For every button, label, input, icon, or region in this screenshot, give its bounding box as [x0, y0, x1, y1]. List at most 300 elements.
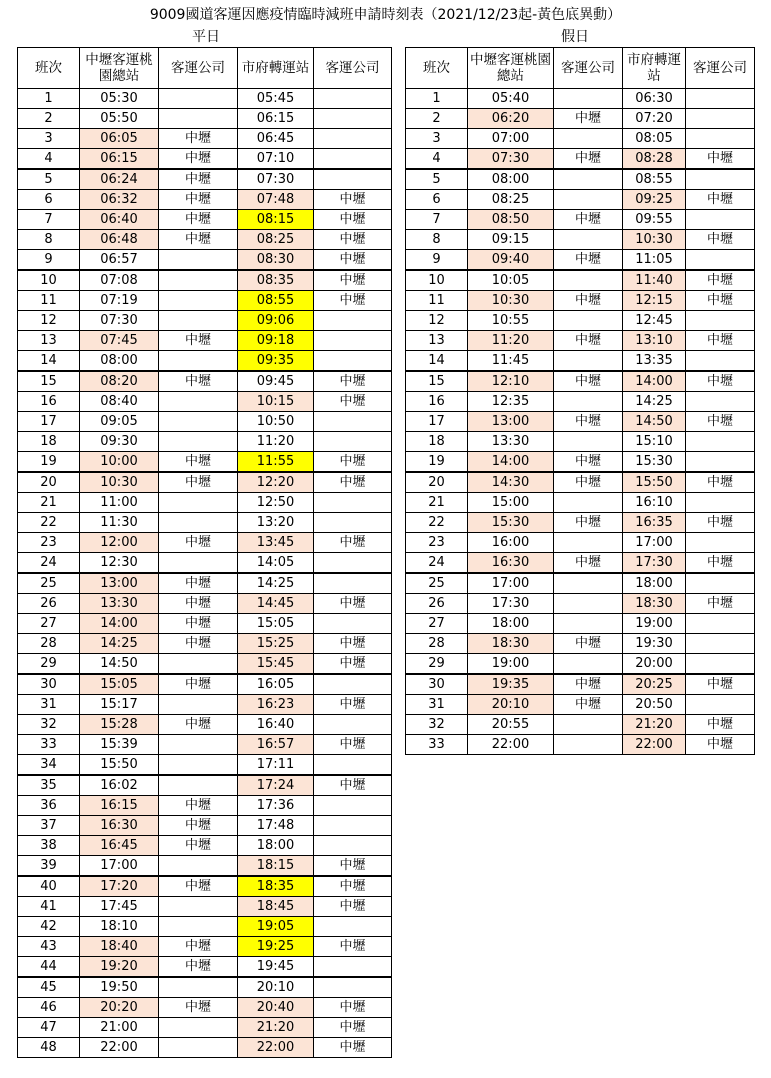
table-row — [18, 816, 392, 836]
city-hall-departure: 06:15 — [238, 109, 314, 129]
city-hall-company — [686, 573, 755, 594]
taoyuan-company — [159, 695, 238, 715]
table-row — [18, 109, 392, 129]
taoyuan-company — [159, 250, 238, 271]
city-hall-company — [686, 432, 755, 452]
city-hall-departure: 07:10 — [238, 149, 314, 170]
table-row — [18, 715, 392, 735]
city-hall-company — [686, 129, 755, 149]
header-city-hall-station: 市府轉運站 — [623, 48, 686, 89]
run-number: 28 — [18, 634, 80, 654]
city-hall-departure: 09:18 — [238, 331, 314, 351]
taoyuan-company — [554, 533, 623, 553]
table-row — [18, 977, 392, 998]
table-row — [18, 917, 392, 937]
run-number: 40 — [18, 876, 80, 897]
city-hall-departure: 15:30 — [623, 452, 686, 473]
holiday-timetable — [405, 47, 755, 755]
run-number: 16 — [406, 392, 468, 412]
table-row — [18, 493, 392, 513]
taoyuan-departure: 20:10 — [468, 695, 554, 715]
run-number: 25 — [18, 573, 80, 594]
table-row — [406, 432, 755, 452]
taoyuan-departure: 10:00 — [80, 452, 159, 473]
city-hall-company: 中壢 — [314, 735, 392, 755]
taoyuan-departure: 12:10 — [468, 371, 554, 392]
run-number: 33 — [18, 735, 80, 755]
city-hall-company: 中壢 — [314, 1038, 392, 1058]
run-number: 12 — [406, 311, 468, 331]
run-number: 32 — [406, 715, 468, 735]
taoyuan-company — [159, 89, 238, 109]
taoyuan-departure: 21:00 — [80, 1018, 159, 1038]
run-number: 41 — [18, 897, 80, 917]
run-number: 11 — [406, 291, 468, 311]
city-hall-departure: 18:00 — [238, 836, 314, 856]
city-hall-departure: 17:36 — [238, 796, 314, 816]
table-row — [406, 331, 755, 351]
city-hall-company — [314, 816, 392, 836]
run-number: 17 — [406, 412, 468, 432]
taoyuan-company: 中壢 — [159, 169, 238, 190]
run-number: 39 — [18, 856, 80, 877]
taoyuan-departure: 22:00 — [468, 735, 554, 755]
taoyuan-company: 中壢 — [159, 129, 238, 149]
run-number: 44 — [18, 957, 80, 978]
taoyuan-departure: 08:25 — [468, 190, 554, 210]
run-number: 29 — [406, 654, 468, 675]
table-row — [406, 594, 755, 614]
table-row — [406, 735, 755, 755]
taoyuan-departure: 07:30 — [80, 311, 159, 331]
city-hall-departure: 09:55 — [623, 210, 686, 230]
city-hall-departure: 09:25 — [623, 190, 686, 210]
city-hall-company — [314, 715, 392, 735]
header-city-hall-station: 市府轉運站 — [238, 48, 314, 89]
city-hall-departure: 08:30 — [238, 250, 314, 271]
taoyuan-departure: 12:30 — [80, 553, 159, 574]
city-hall-departure: 17:48 — [238, 816, 314, 836]
taoyuan-departure: 16:02 — [80, 775, 159, 796]
run-number: 1 — [18, 89, 80, 109]
city-hall-company: 中壢 — [686, 331, 755, 351]
header-company: 客運公司 — [686, 48, 755, 89]
city-hall-departure: 14:25 — [623, 392, 686, 412]
table-row — [18, 876, 392, 897]
taoyuan-departure: 19:50 — [80, 977, 159, 998]
city-hall-company — [314, 917, 392, 937]
city-hall-company — [686, 89, 755, 109]
run-number: 27 — [18, 614, 80, 634]
city-hall-company — [686, 695, 755, 715]
city-hall-departure: 20:25 — [623, 674, 686, 695]
run-number: 12 — [18, 311, 80, 331]
taoyuan-departure: 06:24 — [80, 169, 159, 190]
taoyuan-company: 中壢 — [159, 210, 238, 230]
taoyuan-departure: 06:05 — [80, 129, 159, 149]
city-hall-company — [686, 250, 755, 271]
city-hall-departure: 20:50 — [623, 695, 686, 715]
run-number: 30 — [18, 674, 80, 695]
taoyuan-company — [159, 897, 238, 917]
city-hall-company: 中壢 — [314, 876, 392, 897]
taoyuan-company: 中壢 — [159, 573, 238, 594]
run-number: 15 — [18, 371, 80, 392]
city-hall-departure: 08:55 — [238, 291, 314, 311]
header-taoyuan-station: 中壢客運桃園總站 — [468, 48, 554, 89]
run-number: 23 — [406, 533, 468, 553]
city-hall-departure: 18:35 — [238, 876, 314, 897]
city-hall-company: 中壢 — [314, 1018, 392, 1038]
city-hall-company — [686, 452, 755, 473]
run-number: 20 — [18, 472, 80, 493]
run-number: 6 — [18, 190, 80, 210]
run-number: 2 — [406, 109, 468, 129]
city-hall-company — [314, 755, 392, 776]
city-hall-company: 中壢 — [314, 270, 392, 291]
taoyuan-company: 中壢 — [159, 190, 238, 210]
taoyuan-company — [159, 513, 238, 533]
taoyuan-company — [554, 614, 623, 634]
taoyuan-departure: 11:30 — [80, 513, 159, 533]
table-row — [18, 472, 392, 493]
taoyuan-company — [554, 89, 623, 109]
taoyuan-departure: 11:00 — [80, 493, 159, 513]
city-hall-company: 中壢 — [314, 452, 392, 473]
table-row — [18, 755, 392, 776]
city-hall-company: 中壢 — [314, 533, 392, 553]
city-hall-departure: 11:05 — [623, 250, 686, 271]
run-number: 34 — [18, 755, 80, 776]
taoyuan-departure: 14:00 — [80, 614, 159, 634]
city-hall-departure: 17:00 — [623, 533, 686, 553]
holiday-rows — [406, 89, 755, 755]
city-hall-company: 中壢 — [686, 594, 755, 614]
city-hall-company: 中壢 — [314, 291, 392, 311]
city-hall-company — [314, 129, 392, 149]
city-hall-departure: 19:00 — [623, 614, 686, 634]
table-row — [18, 250, 392, 271]
header-run: 班次 — [406, 48, 468, 89]
taoyuan-departure: 16:45 — [80, 836, 159, 856]
taoyuan-departure: 06:32 — [80, 190, 159, 210]
taoyuan-departure: 09:40 — [468, 250, 554, 271]
taoyuan-company — [554, 270, 623, 291]
table-row — [18, 331, 392, 351]
run-number: 31 — [406, 695, 468, 715]
taoyuan-departure: 12:35 — [468, 392, 554, 412]
table-row — [18, 291, 392, 311]
table-row — [406, 674, 755, 695]
taoyuan-company: 中壢 — [159, 937, 238, 957]
city-hall-company: 中壢 — [314, 230, 392, 250]
run-number: 21 — [406, 493, 468, 513]
city-hall-company — [314, 796, 392, 816]
table-row — [18, 856, 392, 877]
city-hall-departure: 13:35 — [623, 351, 686, 372]
city-hall-company: 中壢 — [314, 775, 392, 796]
taoyuan-company — [554, 392, 623, 412]
city-hall-departure: 17:11 — [238, 755, 314, 776]
table-row — [18, 210, 392, 230]
city-hall-departure: 16:35 — [623, 513, 686, 533]
city-hall-departure: 18:30 — [623, 594, 686, 614]
city-hall-company — [314, 109, 392, 129]
table-row — [406, 149, 755, 170]
taoyuan-departure: 08:50 — [468, 210, 554, 230]
taoyuan-departure: 06:20 — [468, 109, 554, 129]
taoyuan-company: 中壢 — [554, 695, 623, 715]
taoyuan-departure: 17:20 — [80, 876, 159, 897]
city-hall-company: 中壢 — [686, 230, 755, 250]
taoyuan-company: 中壢 — [159, 715, 238, 735]
taoyuan-departure: 13:00 — [80, 573, 159, 594]
table-row — [18, 533, 392, 553]
city-hall-company: 中壢 — [686, 735, 755, 755]
taoyuan-company: 中壢 — [554, 291, 623, 311]
taoyuan-company: 中壢 — [159, 836, 238, 856]
run-number: 32 — [18, 715, 80, 735]
city-hall-company: 中壢 — [314, 190, 392, 210]
city-hall-departure: 20:00 — [623, 654, 686, 675]
taoyuan-departure: 08:00 — [80, 351, 159, 372]
run-number: 3 — [18, 129, 80, 149]
taoyuan-company: 中壢 — [554, 634, 623, 654]
table-row — [18, 270, 392, 291]
run-number: 7 — [18, 210, 80, 230]
city-hall-company: 中壢 — [686, 291, 755, 311]
taoyuan-company — [554, 493, 623, 513]
city-hall-departure: 14:45 — [238, 594, 314, 614]
taoyuan-company — [159, 755, 238, 776]
taoyuan-company: 中壢 — [554, 210, 623, 230]
table-row — [18, 1018, 392, 1038]
city-hall-departure: 08:55 — [623, 169, 686, 190]
run-number: 38 — [18, 836, 80, 856]
city-hall-company: 中壢 — [314, 998, 392, 1018]
taoyuan-departure: 14:50 — [80, 654, 159, 675]
taoyuan-company: 中壢 — [159, 230, 238, 250]
city-hall-departure: 09:45 — [238, 371, 314, 392]
taoyuan-departure: 15:17 — [80, 695, 159, 715]
header-company: 客運公司 — [314, 48, 392, 89]
table-row — [18, 1038, 392, 1058]
city-hall-departure: 18:00 — [623, 573, 686, 594]
city-hall-company: 中壢 — [686, 553, 755, 574]
taoyuan-company — [554, 654, 623, 675]
taoyuan-departure: 05:30 — [80, 89, 159, 109]
taoyuan-company — [159, 917, 238, 937]
taoyuan-departure: 15:05 — [80, 674, 159, 695]
table-row — [18, 695, 392, 715]
city-hall-company — [314, 977, 392, 998]
city-hall-departure: 15:10 — [623, 432, 686, 452]
header-run: 班次 — [18, 48, 80, 89]
taoyuan-company — [554, 190, 623, 210]
city-hall-company — [686, 109, 755, 129]
table-row — [406, 129, 755, 149]
taoyuan-company — [159, 977, 238, 998]
run-number: 11 — [18, 291, 80, 311]
city-hall-company — [314, 614, 392, 634]
city-hall-company — [314, 513, 392, 533]
city-hall-departure: 18:45 — [238, 897, 314, 917]
taoyuan-departure: 16:00 — [468, 533, 554, 553]
run-number: 18 — [18, 432, 80, 452]
city-hall-departure: 08:15 — [238, 210, 314, 230]
taoyuan-departure: 16:15 — [80, 796, 159, 816]
taoyuan-departure: 13:30 — [468, 432, 554, 452]
header-company: 客運公司 — [159, 48, 238, 89]
city-hall-departure: 13:20 — [238, 513, 314, 533]
taoyuan-departure: 18:30 — [468, 634, 554, 654]
city-hall-company — [686, 533, 755, 553]
run-number: 37 — [18, 816, 80, 836]
city-hall-company — [314, 836, 392, 856]
city-hall-departure: 13:45 — [238, 533, 314, 553]
city-hall-company — [686, 614, 755, 634]
taoyuan-company: 中壢 — [159, 796, 238, 816]
city-hall-company: 中壢 — [314, 856, 392, 877]
table-row — [406, 190, 755, 210]
table-row — [406, 412, 755, 432]
city-hall-departure: 12:15 — [623, 291, 686, 311]
city-hall-departure: 15:45 — [238, 654, 314, 675]
run-number: 26 — [406, 594, 468, 614]
table-row — [18, 169, 392, 190]
holiday-label: 假日 — [561, 29, 589, 45]
run-number: 13 — [406, 331, 468, 351]
city-hall-company: 中壢 — [314, 634, 392, 654]
city-hall-departure: 08:25 — [238, 230, 314, 250]
taoyuan-company — [159, 432, 238, 452]
taoyuan-company: 中壢 — [554, 250, 623, 271]
run-number: 6 — [406, 190, 468, 210]
taoyuan-company: 中壢 — [554, 149, 623, 170]
table-row — [406, 270, 755, 291]
city-hall-departure: 13:10 — [623, 331, 686, 351]
taoyuan-company: 中壢 — [159, 674, 238, 695]
city-hall-company — [314, 957, 392, 978]
city-hall-company — [314, 573, 392, 594]
taoyuan-company: 中壢 — [159, 331, 238, 351]
run-number: 4 — [18, 149, 80, 170]
run-number: 18 — [406, 432, 468, 452]
run-number: 15 — [406, 371, 468, 392]
table-row — [406, 291, 755, 311]
table-row — [18, 513, 392, 533]
table-row — [406, 371, 755, 392]
city-hall-departure: 12:45 — [623, 311, 686, 331]
taoyuan-departure: 15:50 — [80, 755, 159, 776]
table-row — [18, 937, 392, 957]
taoyuan-company — [159, 856, 238, 877]
city-hall-departure: 21:20 — [623, 715, 686, 735]
table-row — [406, 311, 755, 331]
taoyuan-company — [159, 1038, 238, 1058]
taoyuan-company: 中壢 — [159, 452, 238, 473]
taoyuan-company: 中壢 — [554, 371, 623, 392]
run-number: 10 — [18, 270, 80, 291]
city-hall-departure: 16:05 — [238, 674, 314, 695]
run-number: 24 — [406, 553, 468, 574]
city-hall-departure: 07:48 — [238, 190, 314, 210]
taoyuan-company — [159, 412, 238, 432]
taoyuan-company: 中壢 — [554, 412, 623, 432]
run-number: 45 — [18, 977, 80, 998]
taoyuan-departure: 06:48 — [80, 230, 159, 250]
table-row — [406, 452, 755, 473]
taoyuan-departure: 06:15 — [80, 149, 159, 170]
city-hall-company — [314, 311, 392, 331]
taoyuan-company: 中壢 — [159, 614, 238, 634]
city-hall-company — [686, 169, 755, 190]
run-number: 19 — [406, 452, 468, 473]
city-hall-departure: 09:06 — [238, 311, 314, 331]
taoyuan-company — [554, 735, 623, 755]
taoyuan-departure: 19:35 — [468, 674, 554, 695]
taoyuan-departure: 14:00 — [468, 452, 554, 473]
city-hall-departure: 11:55 — [238, 452, 314, 473]
table-row — [406, 210, 755, 230]
taoyuan-departure: 12:00 — [80, 533, 159, 553]
run-number: 27 — [406, 614, 468, 634]
run-number: 3 — [406, 129, 468, 149]
city-hall-departure: 22:00 — [238, 1038, 314, 1058]
table-row — [18, 897, 392, 917]
taoyuan-departure: 08:00 — [468, 169, 554, 190]
taoyuan-company — [159, 311, 238, 331]
city-hall-company — [686, 654, 755, 675]
table-row — [18, 149, 392, 170]
run-number: 14 — [18, 351, 80, 372]
run-number: 33 — [406, 735, 468, 755]
taoyuan-departure: 08:40 — [80, 392, 159, 412]
city-hall-departure: 16:40 — [238, 715, 314, 735]
taoyuan-departure: 07:00 — [468, 129, 554, 149]
taoyuan-departure: 05:50 — [80, 109, 159, 129]
taoyuan-company: 中壢 — [159, 998, 238, 1018]
city-hall-company — [686, 392, 755, 412]
city-hall-company: 中壢 — [314, 210, 392, 230]
taoyuan-company — [159, 392, 238, 412]
city-hall-departure: 06:45 — [238, 129, 314, 149]
city-hall-company — [314, 331, 392, 351]
header-company: 客運公司 — [554, 48, 623, 89]
taoyuan-departure: 09:05 — [80, 412, 159, 432]
city-hall-company: 中壢 — [686, 715, 755, 735]
run-number: 9 — [406, 250, 468, 271]
taoyuan-departure: 16:30 — [468, 553, 554, 574]
run-number: 29 — [18, 654, 80, 675]
city-hall-company — [686, 493, 755, 513]
run-number: 13 — [18, 331, 80, 351]
city-hall-departure: 19:05 — [238, 917, 314, 937]
taoyuan-company: 中壢 — [159, 371, 238, 392]
city-hall-company — [686, 634, 755, 654]
taoyuan-company: 中壢 — [159, 816, 238, 836]
table-row — [18, 836, 392, 856]
taoyuan-company — [159, 1018, 238, 1038]
header-taoyuan-station: 中壢客運桃園總站 — [80, 48, 159, 89]
taoyuan-company: 中壢 — [159, 876, 238, 897]
city-hall-departure: 14:05 — [238, 553, 314, 574]
table-row — [18, 230, 392, 250]
taoyuan-company — [159, 775, 238, 796]
run-number: 30 — [406, 674, 468, 695]
city-hall-company: 中壢 — [686, 412, 755, 432]
taoyuan-departure: 11:20 — [468, 331, 554, 351]
